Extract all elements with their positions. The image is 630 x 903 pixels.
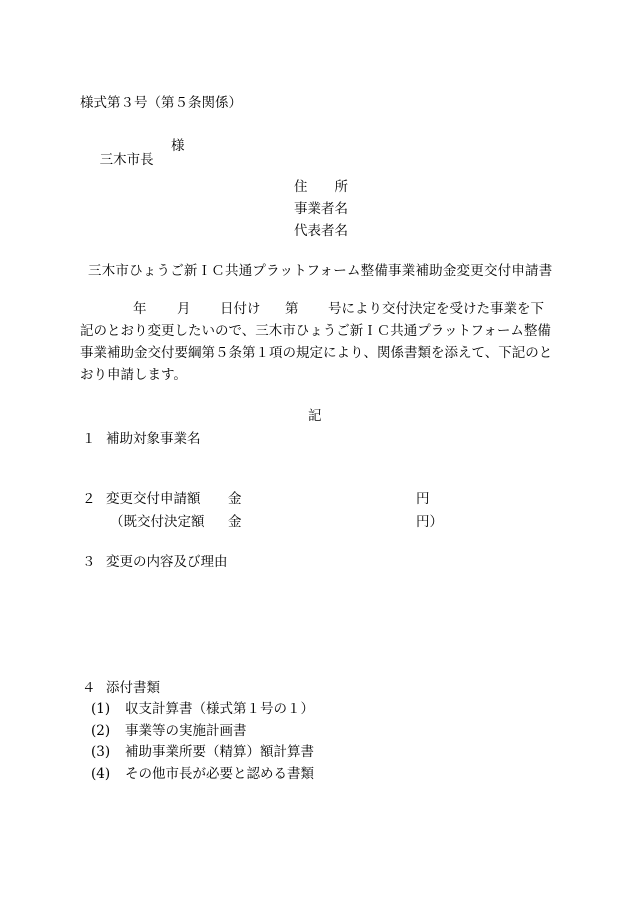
item-4-number: ４ [82, 680, 96, 696]
item-1-label: 補助対象事業名 [106, 431, 201, 447]
body-line-1-rest: 号により交付決定を受けた事業を下 [328, 301, 544, 317]
body-line-2: 記のとおり変更したいので、三木市ひょうご新ＩＣ共通プラットフォーム整備 [80, 323, 551, 339]
document-title: 三木市ひょうご新ＩＣ共通プラットフォーム整備事業補助金変更交付申請書 [88, 263, 553, 279]
ki-heading: 記 [308, 408, 322, 424]
applicant-block [294, 181, 348, 247]
attachment-number: (1) [91, 701, 111, 717]
item-2-kin: 金 [228, 491, 242, 507]
addressee-name: 三木市長 [99, 151, 154, 168]
representative-label: 代表者名 [294, 223, 348, 239]
body-line-4: おり申請します。 [80, 367, 187, 383]
item-2-label: 変更交付申請額 [106, 491, 201, 507]
item-2-yen: 円 [416, 491, 430, 507]
attachment-text: 収支計算書（様式第１号の１） [125, 701, 314, 717]
address-label: 住 所 [294, 179, 348, 195]
addressee [91, 138, 185, 181]
attachment-text: 事業等の実施計画書 [125, 723, 247, 739]
attachment-text: 補助事業所要（精算）額計算書 [125, 744, 314, 760]
item-3-label: 変更の内容及び理由 [106, 554, 228, 570]
item-2-sub-label: （既交付決定額 [110, 514, 205, 530]
attachment-item [91, 766, 314, 809]
item-2-number: ２ [82, 491, 96, 507]
body-month: 月 [177, 301, 191, 317]
attachment-number: (4) [91, 766, 111, 782]
addressee-honorific: 様 [171, 138, 185, 154]
attachment-number: (3) [91, 744, 111, 760]
item-4-label: 添付書類 [106, 680, 160, 696]
item-2-sub-yen: 円） [416, 514, 443, 530]
body-day: 日付け [220, 301, 261, 317]
attachment-number: (2) [91, 723, 111, 739]
body-year: 年 [133, 301, 147, 317]
item-1-number: １ [82, 431, 96, 447]
body-line-3: 事業補助金交付要綱第５条第１項の規定により、関係書類を添えて、下記のと [80, 345, 553, 361]
business-name-label: 事業者名 [294, 201, 348, 217]
body-dai: 第 [285, 301, 299, 317]
item-3-number: ３ [82, 554, 96, 570]
item-2-sub-kin: 金 [228, 514, 242, 530]
form-label: 様式第３号（第５条関係） [80, 95, 242, 111]
attachment-text: その他市長が必要と認める書類 [125, 766, 314, 782]
